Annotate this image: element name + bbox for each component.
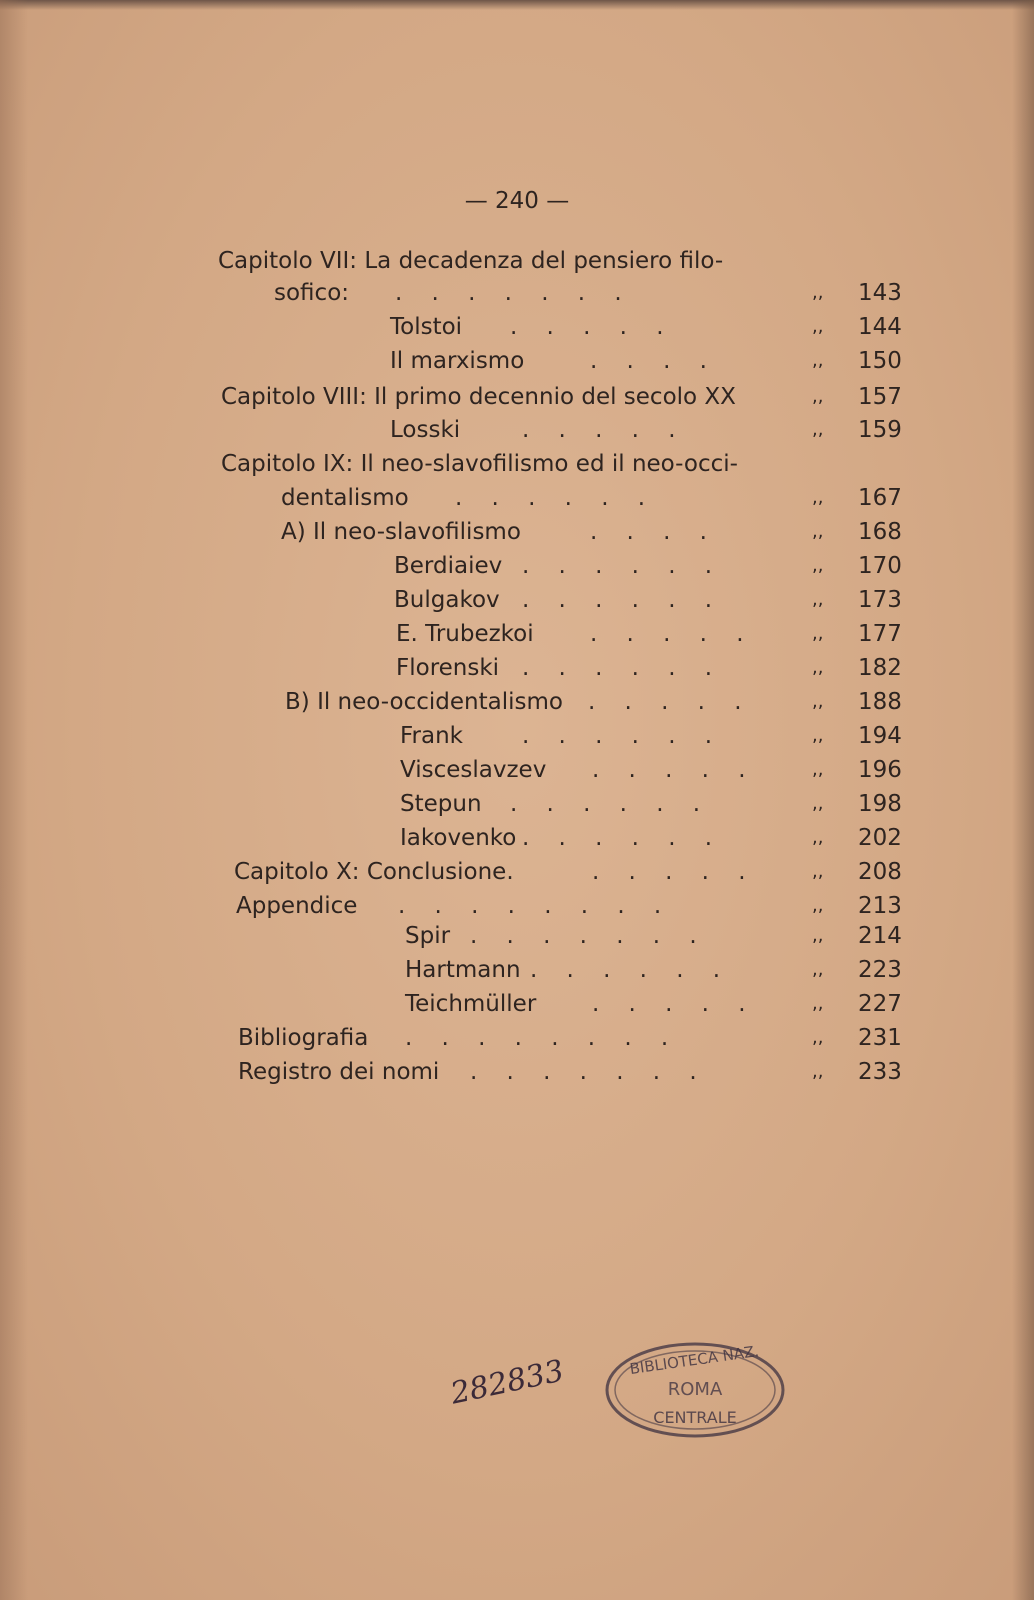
stamp-line-3: CENTRALE — [653, 1408, 737, 1427]
toc-ditto-mark: ,, — [812, 1027, 824, 1048]
toc-leader-dots: . . . . . . . — [470, 1059, 697, 1085]
toc-leader-dots: . . . . . — [510, 314, 664, 340]
toc-ditto-mark: ,, — [812, 861, 824, 882]
toc-line — [0, 310, 1034, 344]
toc-leader-dots: . . . . . . — [530, 957, 721, 983]
toc-page-number: 150 — [858, 348, 902, 374]
toc-line — [0, 787, 1034, 821]
toc-ditto-mark: ,, — [812, 419, 824, 440]
toc-entry-title: Hartmann — [405, 957, 521, 983]
toc-ditto-mark: ,, — [812, 386, 824, 407]
handwritten-inventory-number: 282833 — [447, 1353, 567, 1412]
toc-page-number: 233 — [858, 1059, 902, 1085]
toc-ditto-mark: ,, — [812, 487, 824, 508]
toc-leader-dots: . . . . . . . — [470, 923, 697, 949]
toc-ditto-mark: ,, — [812, 895, 824, 916]
toc-line — [0, 1055, 1034, 1089]
toc-entry-title: Berdiaiev — [394, 553, 503, 579]
toc-page-number: 231 — [858, 1025, 902, 1051]
toc-page-number: 182 — [858, 655, 902, 681]
toc-leader-dots: . . . . . . — [510, 791, 701, 817]
toc-page-number: 198 — [858, 791, 902, 817]
toc-page-number: 208 — [858, 859, 902, 885]
toc-page-number: 196 — [858, 757, 902, 783]
toc-page-number: 159 — [858, 417, 902, 443]
toc-ditto-mark: ,, — [812, 725, 824, 746]
toc-page-number: 223 — [858, 957, 902, 983]
toc-entry-title: Tolstoi — [390, 314, 463, 340]
toc-line — [0, 515, 1034, 549]
toc-line — [0, 380, 1034, 414]
toc-leader-dots: . . . . . . — [522, 655, 713, 681]
toc-leader-dots: . . . . . . — [522, 587, 713, 613]
toc-entry-title: Registro dei nomi — [238, 1059, 440, 1085]
toc-entry-title: Capitolo X: Conclusione. — [234, 859, 514, 885]
toc-entry-title: Losski — [390, 417, 461, 443]
toc-leader-dots: . . . . — [590, 348, 707, 374]
toc-entry-title: Spir — [405, 923, 451, 949]
toc-page-number: 157 — [858, 384, 902, 410]
toc-line — [0, 413, 1034, 447]
toc-line — [0, 821, 1034, 855]
page-top-edge — [0, 0, 1034, 10]
toc-line — [0, 719, 1034, 753]
toc-leader-dots: . . . . . . . . — [405, 1025, 669, 1051]
toc-ditto-mark: ,, — [812, 793, 824, 814]
toc-page-number: 167 — [858, 485, 902, 511]
toc-line — [0, 753, 1034, 787]
toc-entry-title: Bulgakov — [394, 587, 500, 613]
toc-entry-title: Frank — [400, 723, 464, 749]
toc-leader-dots: . . . . . — [590, 621, 744, 647]
toc-entry-title: A) Il neo-slavofilismo — [281, 519, 521, 545]
toc-line — [0, 651, 1034, 685]
toc-entry-title: dentalismo — [281, 485, 409, 511]
toc-ditto-mark: ,, — [812, 993, 824, 1014]
toc-page-number: 227 — [858, 991, 902, 1017]
toc-line — [0, 583, 1034, 617]
toc-line — [0, 889, 1034, 923]
toc-line — [0, 685, 1034, 719]
toc-page-number: 213 — [858, 893, 902, 919]
toc-leader-dots: . . . . . . — [522, 723, 713, 749]
toc-entry-title: Capitolo VIII: Il primo decennio del secolo XX — [221, 384, 736, 410]
toc-page-number: 188 — [858, 689, 902, 715]
toc-line — [0, 549, 1034, 583]
toc-page-number: 143 — [858, 280, 902, 306]
toc-page-number: 202 — [858, 825, 902, 851]
toc-leader-dots: . . . . . — [592, 991, 746, 1017]
toc-line — [0, 919, 1034, 953]
toc-ditto-mark: ,, — [812, 589, 824, 610]
toc-page-number: 173 — [858, 587, 902, 613]
toc-ditto-mark: ,, — [812, 316, 824, 337]
toc-entry-title: B) Il neo-occidentalismo — [285, 689, 563, 715]
toc-line — [218, 244, 918, 278]
toc-page-number: 177 — [858, 621, 902, 647]
toc-line — [0, 855, 1034, 889]
toc-entry-title: Il marxismo — [390, 348, 525, 374]
toc-entry-title: Teichmüller — [405, 991, 537, 1017]
toc-ditto-mark: ,, — [812, 657, 824, 678]
toc-entry-title: E. Trubezkoi — [396, 621, 534, 647]
toc-ditto-mark: ,, — [812, 350, 824, 371]
toc-entry-title: Capitolo IX: Il neo-slavofilismo ed il neo-occi- — [221, 451, 738, 477]
toc-line — [0, 481, 1034, 515]
toc-leader-dots: . . . . . . — [522, 825, 713, 851]
toc-ditto-mark: ,, — [812, 959, 824, 980]
stamp-line-1: BIBLIOTECA NAZ. — [628, 1342, 761, 1379]
toc-entry-title: Bibliografia — [238, 1025, 369, 1051]
toc-leader-dots: . . . . . — [592, 859, 746, 885]
toc-entry-title: Visceslavzev — [400, 757, 547, 783]
toc-line — [0, 617, 1034, 651]
toc-entry-title: Florenski — [396, 655, 500, 681]
toc-leader-dots: . . . . . . . . — [398, 893, 662, 919]
toc-entry-title: Iakovenko — [400, 825, 517, 851]
toc-ditto-mark: ,, — [812, 623, 824, 644]
toc-leader-dots: . . . . — [590, 519, 707, 545]
toc-leader-dots: . . . . . . — [522, 553, 713, 579]
toc-ditto-mark: ,, — [812, 555, 824, 576]
toc-page-number: 168 — [858, 519, 902, 545]
toc-ditto-mark: ,, — [812, 827, 824, 848]
toc-ditto-mark: ,, — [812, 925, 824, 946]
toc-leader-dots: . . . . . — [522, 417, 676, 443]
library-stamp — [600, 1335, 790, 1445]
toc-line — [0, 987, 1034, 1021]
toc-ditto-mark: ,, — [812, 759, 824, 780]
toc-entry-title: sofico: — [274, 280, 350, 306]
toc-line — [0, 344, 1034, 378]
toc-line — [0, 276, 1034, 310]
toc-leader-dots: . . . . . — [592, 757, 746, 783]
toc-page-number: 144 — [858, 314, 902, 340]
toc-entry-title: Appendice — [236, 893, 358, 919]
page-number: — 240 — — [464, 188, 570, 214]
toc-leader-dots: . . . . . — [588, 689, 742, 715]
toc-line — [0, 1021, 1034, 1055]
toc-leader-dots: . . . . . . — [455, 485, 646, 511]
toc-page-number: 194 — [858, 723, 902, 749]
toc-entry-title: Capitolo VII: La decadenza del pensiero filo- — [218, 248, 724, 274]
stamp-line-2: ROMA — [667, 1379, 723, 1400]
toc-line — [221, 447, 921, 481]
toc-line — [0, 953, 1034, 987]
toc-page-number: 170 — [858, 553, 902, 579]
toc-entry-title: Stepun — [400, 791, 482, 817]
toc-ditto-mark: ,, — [812, 691, 824, 712]
toc-ditto-mark: ,, — [812, 282, 824, 303]
toc-page-number: 214 — [858, 923, 902, 949]
toc-leader-dots: . . . . . . . — [395, 280, 622, 306]
toc-ditto-mark: ,, — [812, 1061, 824, 1082]
toc-ditto-mark: ,, — [812, 521, 824, 542]
